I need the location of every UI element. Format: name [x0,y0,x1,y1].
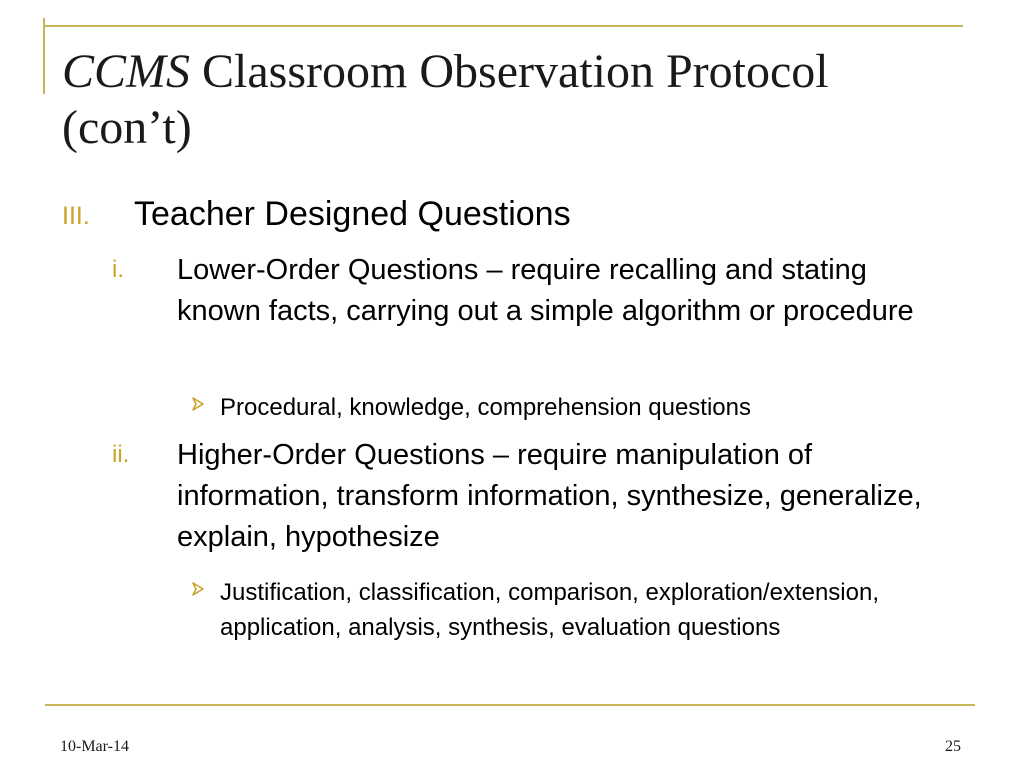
sub-item-text: Procedural, knowledge, comprehension questions [220,394,751,421]
footer-date: 10-Mar-14 [60,738,129,755]
section-marker: III. [62,202,90,230]
slide-title [62,44,962,156]
item-marker: ii. [112,441,130,468]
item-marker: i. [112,256,124,283]
section-text: Teacher Designed Questions [134,195,571,233]
item-text: Higher-Order Questions – require manipulation of information, transform information, synthesize, generalize, explain, hypothesize [177,439,922,553]
left-rule [43,18,45,94]
title-italic-part: CCMS [62,45,191,98]
bottom-rule [45,704,975,706]
item-text: Lower-Order Questions – require recalling and stating known facts, carrying out a simple algorithm or procedure [177,254,914,327]
arrow-bullet-icon [192,397,204,411]
top-rule [45,25,963,27]
page-number: 25 [945,738,961,755]
title-main-part: Classroom Observation Protocol (con’t) [62,45,829,154]
sub-item-text: Justification, classification, comparison, exploration/extension, application, analysis, synthesis, evaluation questions [220,579,879,641]
arrow-bullet-icon [192,582,204,596]
